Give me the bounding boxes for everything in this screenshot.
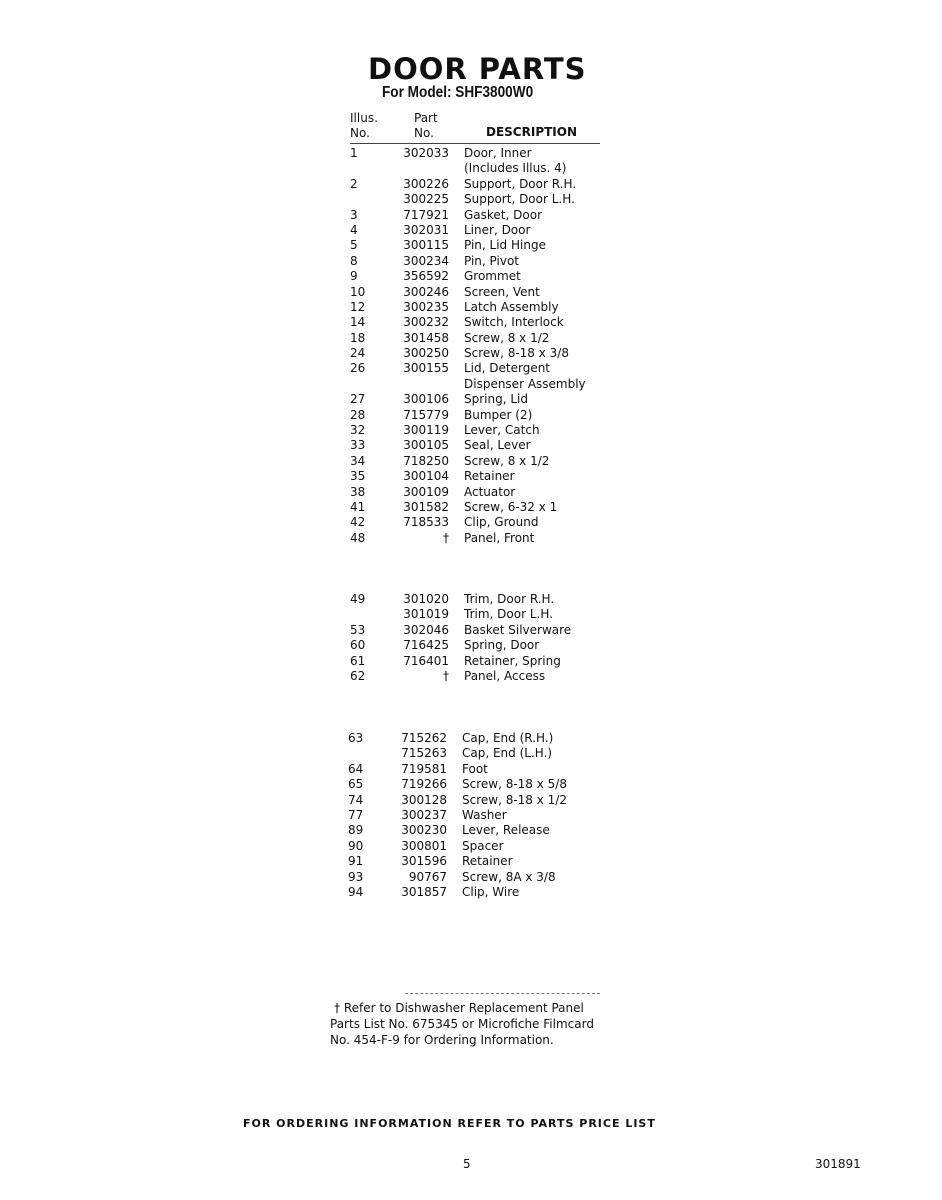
parts-row xyxy=(348,746,648,761)
part-description: Screw, 8-18 x 5/8 xyxy=(462,777,567,792)
parts-row xyxy=(350,177,650,192)
part-number: 719581 xyxy=(401,761,447,776)
parts-row xyxy=(348,808,648,823)
parts-row xyxy=(350,423,650,438)
parts-row xyxy=(348,777,648,792)
part-description: Screw, 8 x 1/2 xyxy=(464,330,550,345)
part-number: 300250 xyxy=(403,346,449,361)
part-description: Seal, Lever xyxy=(464,438,531,453)
illus-number: 28 xyxy=(350,407,366,422)
parts-row xyxy=(348,731,648,746)
part-description: Pin, Pivot xyxy=(464,253,519,268)
parts-row xyxy=(350,223,650,238)
illus-number: 93 xyxy=(348,869,364,884)
model-subtitle: For Model: SHF3800W0 xyxy=(382,84,534,101)
illus-number: 9 xyxy=(350,269,358,284)
part-description: Trim, Door R.H. xyxy=(464,592,555,606)
document-number: 301891 xyxy=(815,1157,861,1171)
parts-row xyxy=(350,669,650,684)
parts-row xyxy=(348,870,648,885)
illus-number: 74 xyxy=(348,792,364,807)
part-description: Panel, Front xyxy=(464,530,535,545)
part-number: 301019 xyxy=(403,607,449,622)
header-rule xyxy=(350,143,600,144)
part-description: Retainer xyxy=(462,854,513,869)
part-number: 300237 xyxy=(401,807,447,822)
part-description: Trim, Door L.H. xyxy=(464,607,553,622)
parts-row xyxy=(350,377,650,392)
parts-group-3 xyxy=(348,731,648,900)
illus-number: 8 xyxy=(350,253,358,268)
part-description: Screw, 8-18 x 1/2 xyxy=(462,792,567,807)
illus-number: 4 xyxy=(350,222,358,237)
part-number: 717921 xyxy=(403,207,449,222)
illus-number: 12 xyxy=(350,299,366,314)
page-title: DOOR PARTS xyxy=(368,52,587,86)
part-description: Liner, Door xyxy=(464,222,531,237)
illus-number: 14 xyxy=(350,315,366,330)
illus-number: 18 xyxy=(350,330,366,345)
part-description: Cap, End (R.H.) xyxy=(462,731,554,745)
part-number: 300225 xyxy=(403,192,449,207)
part-number: 300155 xyxy=(403,361,449,376)
part-number: 715262 xyxy=(401,731,447,745)
illus-number: 77 xyxy=(348,807,364,822)
part-number: † xyxy=(443,668,449,683)
parts-row xyxy=(350,254,650,269)
parts-row xyxy=(350,638,650,653)
illus-number: 41 xyxy=(350,499,366,514)
part-description: Lever, Catch xyxy=(464,423,540,438)
part-description: Spacer xyxy=(462,838,504,853)
header-description: DESCRIPTION xyxy=(486,125,578,139)
parts-row xyxy=(350,208,650,223)
parts-row xyxy=(348,854,648,869)
part-number: 300232 xyxy=(403,315,449,330)
parts-row xyxy=(348,823,648,838)
part-description: Screen, Vent xyxy=(464,284,540,299)
header-illus-no xyxy=(350,111,378,141)
illus-number: 65 xyxy=(348,777,364,792)
part-description: Clip, Ground xyxy=(464,515,539,530)
part-number: 300234 xyxy=(403,253,449,268)
part-number: 300115 xyxy=(403,238,449,253)
illus-number: 53 xyxy=(350,622,366,637)
part-description: Lever, Release xyxy=(462,823,550,838)
part-number: 300128 xyxy=(401,792,447,807)
part-number: 718533 xyxy=(403,515,449,530)
part-description: Pin, Lid Hinge xyxy=(464,238,546,253)
illus-number: 64 xyxy=(348,761,364,776)
illus-number: 33 xyxy=(350,438,366,453)
parts-row xyxy=(350,392,650,407)
header-illus-label: Illus. xyxy=(350,111,378,125)
part-description: Dispenser Assembly xyxy=(464,376,586,391)
parts-row xyxy=(350,469,650,484)
illus-number: 27 xyxy=(350,392,366,407)
part-number: 301857 xyxy=(401,884,447,899)
illus-number: 1 xyxy=(350,146,358,160)
footnote-line: † Refer to Dishwasher Replacement Panel xyxy=(334,1001,584,1015)
part-description: Washer xyxy=(462,807,507,822)
part-description: Retainer xyxy=(464,469,515,484)
part-description: Bumper (2) xyxy=(464,407,533,422)
part-description: Spring, Door xyxy=(464,638,540,653)
part-description: Grommet xyxy=(464,269,521,284)
part-description: Screw, 8A x 3/8 xyxy=(462,869,556,884)
illus-number: 10 xyxy=(350,284,366,299)
illus-number: 90 xyxy=(348,838,364,853)
part-number: 301458 xyxy=(403,330,449,345)
part-description: Panel, Access xyxy=(464,668,546,683)
part-number: 719266 xyxy=(401,777,447,792)
illus-number: 35 xyxy=(350,469,366,484)
parts-row xyxy=(350,438,650,453)
parts-row xyxy=(350,361,650,376)
part-description: Support, Door R.H. xyxy=(464,176,577,191)
parts-row xyxy=(350,346,650,361)
parts-row xyxy=(350,623,650,638)
part-number: 300105 xyxy=(403,438,449,453)
parts-row xyxy=(350,146,650,161)
part-number: 716425 xyxy=(403,638,449,653)
illus-number: 32 xyxy=(350,423,366,438)
parts-row xyxy=(350,485,650,500)
parts-row xyxy=(350,269,650,284)
illus-number: 48 xyxy=(350,530,366,545)
parts-row xyxy=(348,793,648,808)
parts-row xyxy=(350,300,650,315)
illus-number: 26 xyxy=(350,361,366,376)
part-description: Lid, Detergent xyxy=(464,361,551,376)
illus-number: 91 xyxy=(348,854,364,869)
ordering-note: FOR ORDERING INFORMATION REFER TO PARTS PRICE LIST xyxy=(243,1117,656,1130)
parts-row xyxy=(350,161,650,176)
part-description: Basket Silverware xyxy=(464,622,572,637)
header-part-no xyxy=(414,111,438,141)
part-number: † xyxy=(443,530,449,545)
part-description: Foot xyxy=(462,761,488,776)
parts-row xyxy=(350,192,650,207)
footnote-divider xyxy=(405,993,600,994)
part-number: 300230 xyxy=(401,823,447,838)
parts-row xyxy=(350,408,650,423)
parts-row xyxy=(350,592,650,607)
part-description: Latch Assembly xyxy=(464,299,559,314)
part-number: 90767 xyxy=(408,869,447,884)
part-number: 356592 xyxy=(403,269,449,284)
illus-number: 94 xyxy=(348,884,364,899)
part-description: Switch, Interlock xyxy=(464,315,564,330)
parts-group-2 xyxy=(350,592,650,684)
parts-row xyxy=(348,762,648,777)
illus-number: 34 xyxy=(350,453,366,468)
illus-number: 24 xyxy=(350,346,366,361)
part-number: 300106 xyxy=(403,392,449,407)
part-number: 302033 xyxy=(403,146,449,160)
illus-number: 3 xyxy=(350,207,358,222)
part-number: 715263 xyxy=(401,746,447,761)
part-description: Actuator xyxy=(464,484,516,499)
parts-row xyxy=(350,285,650,300)
part-number: 716401 xyxy=(403,653,449,668)
part-description: Screw, 6-32 x 1 xyxy=(464,499,558,514)
parts-row xyxy=(350,531,650,546)
parts-row xyxy=(350,607,650,622)
illus-number: 49 xyxy=(350,592,366,606)
footnote-line: Parts List No. 675345 or Microfiche Filmcard xyxy=(330,1017,594,1031)
part-description: Support, Door L.H. xyxy=(464,192,575,207)
part-number: 300246 xyxy=(403,284,449,299)
parts-row xyxy=(350,654,650,669)
part-description: (Includes Illus. 4) xyxy=(464,161,567,176)
illus-number: 63 xyxy=(348,731,364,745)
header-no-label: No. xyxy=(414,126,434,140)
part-description: Door, Inner xyxy=(464,146,532,160)
illus-number: 5 xyxy=(350,238,358,253)
part-number: 715779 xyxy=(403,407,449,422)
part-number: 300226 xyxy=(403,176,449,191)
header-part-label: Part xyxy=(414,111,438,125)
footnote xyxy=(330,1000,620,1048)
page-number: 5 xyxy=(463,1157,471,1171)
part-number: 300119 xyxy=(403,423,449,438)
parts-row xyxy=(350,315,650,330)
illus-number: 60 xyxy=(350,638,366,653)
part-number: 302046 xyxy=(403,622,449,637)
part-description: Spring, Lid xyxy=(464,392,528,407)
part-number: 300235 xyxy=(403,299,449,314)
part-number: 301582 xyxy=(403,499,449,514)
part-number: 302031 xyxy=(403,222,449,237)
illus-number: 42 xyxy=(350,515,366,530)
parts-row xyxy=(350,500,650,515)
part-number: 718250 xyxy=(403,453,449,468)
part-description: Retainer, Spring xyxy=(464,653,561,668)
illus-number: 62 xyxy=(350,668,366,683)
part-description: Gasket, Door xyxy=(464,207,542,222)
header-no-label: No. xyxy=(350,126,370,140)
parts-row xyxy=(350,238,650,253)
parts-row xyxy=(350,331,650,346)
part-description: Clip, Wire xyxy=(462,884,520,899)
part-number: 300801 xyxy=(401,838,447,853)
parts-row xyxy=(350,454,650,469)
parts-row xyxy=(348,839,648,854)
illus-number: 2 xyxy=(350,176,358,191)
parts-row xyxy=(350,515,650,530)
parts-row xyxy=(348,885,648,900)
part-description: Screw, 8-18 x 3/8 xyxy=(464,346,569,361)
part-description: Screw, 8 x 1/2 xyxy=(464,453,550,468)
part-number: 301020 xyxy=(403,592,449,606)
illus-number: 38 xyxy=(350,484,366,499)
part-number: 300109 xyxy=(403,484,449,499)
illus-number: 89 xyxy=(348,823,364,838)
part-number: 301596 xyxy=(401,854,447,869)
part-number: 300104 xyxy=(403,469,449,484)
illus-number: 61 xyxy=(350,653,366,668)
footnote-line: No. 454-F-9 for Ordering Information. xyxy=(330,1033,554,1047)
parts-group-1 xyxy=(350,146,650,546)
part-description: Cap, End (L.H.) xyxy=(462,746,553,761)
